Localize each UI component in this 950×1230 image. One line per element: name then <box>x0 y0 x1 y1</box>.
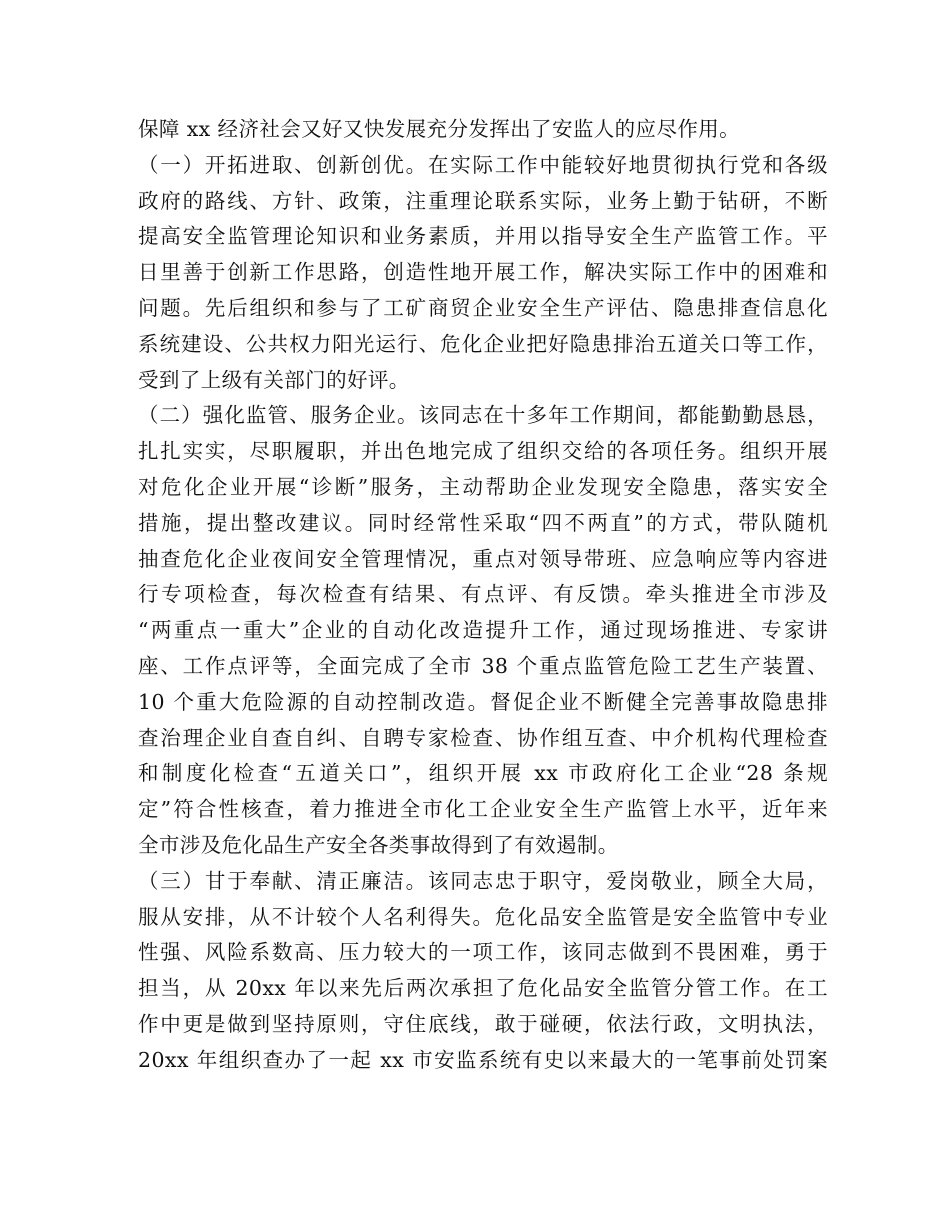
text-line: 作中更是做到坚持原则，守住底线，敢于碰硬，依法行政，文明执法， <box>138 1011 828 1036</box>
text-line: 定”符合性核查，着力推进全市化工企业安全生产监管上水平，近年来 <box>138 797 828 822</box>
text-line: 系统建设、公共权力阳光运行、危化企业把好隐患排治五道关口等工作， <box>138 331 828 356</box>
text-line: 10 个重大危险源的自动控制改造。督促企业不断健全完善事故隐患排 <box>138 689 828 714</box>
text-line: 担当，从 20xx 年以来先后两次承担了危化品安全监管分管工作。在工 <box>138 976 828 1001</box>
text-line: 受到了上级有关部门的好评。 <box>138 367 410 392</box>
text-line: 行专项检查，每次检查有结果、有点评、有反馈。牵头推进全市涉及 <box>138 582 828 607</box>
text-line: 保障 xx 经济社会又好又快发展充分发挥出了安监人的应尽作用。 <box>138 117 741 141</box>
text-line: 对危化企业开展“诊断”服务，主动帮助企业发现安全隐患，落实安全 <box>138 474 828 499</box>
text-line: 日里善于创新工作思路，创造性地开展工作，解决实际工作中的困难和 <box>138 260 828 285</box>
text-line: 政府的路线、方针、政策，注重理论联系实际，业务上勤于钻研，不断 <box>138 188 828 213</box>
text-line: 问题。先后组织和参与了工矿商贸企业安全生产评估、隐患排查信息化 <box>138 295 828 320</box>
text-line: 全市涉及危化品生产安全各类事故得到了有效遏制。 <box>138 832 619 857</box>
text-line: 性强、风险系数高、压力较大的一项工作，该同志做到不畏困难，勇于 <box>138 940 828 965</box>
text-line: 扎扎实实，尽职履职，并出色地完成了组织交给的各项任务。组织开展 <box>138 439 828 464</box>
text-line: （三）甘于奉献、清正廉洁。该同志忠于职守，爱岗敬业，顾全大局， <box>138 868 828 893</box>
text-line: 提高安全监管理论知识和业务素质，并用以指导安全生产监管工作。平 <box>138 224 828 249</box>
text-line: 措施，提出整改建议。同时经常性采取“四不两直”的方式，带队随机 <box>138 510 828 535</box>
text-line: （一）开拓进取、创新创优。在实际工作中能较好地贯彻执行党和各级 <box>138 152 828 177</box>
text-line: 20xx 年组织查办了一起 xx 市安监系统有史以来最大的一笔事前处罚案 <box>138 1047 828 1072</box>
text-line: 服从安排，从不计较个人名利得失。危化品安全监管是安全监管中专业 <box>138 904 828 929</box>
body-text <box>138 112 828 1079</box>
text-line: 座、工作点评等，全面完成了全市 38 个重点监管危险工艺生产装置、 <box>138 653 828 678</box>
text-line: 和制度化检查“五道关口”，组织开展 xx 市政府化工企业“28 条规 <box>138 761 828 786</box>
text-line: （二）强化监管、服务企业。该同志在十多年工作期间，都能勤勤恳恳， <box>138 403 828 428</box>
text-line: “两重点一重大”企业的自动化改造提升工作，通过现场推进、专家讲 <box>138 618 828 643</box>
text-line: 查治理企业自查自纠、自聘专家检查、协作组互查、中介机构代理检查 <box>138 725 828 750</box>
text-line: 抽查危化企业夜间安全管理情况，重点对领导带班、应急响应等内容进 <box>138 546 828 571</box>
